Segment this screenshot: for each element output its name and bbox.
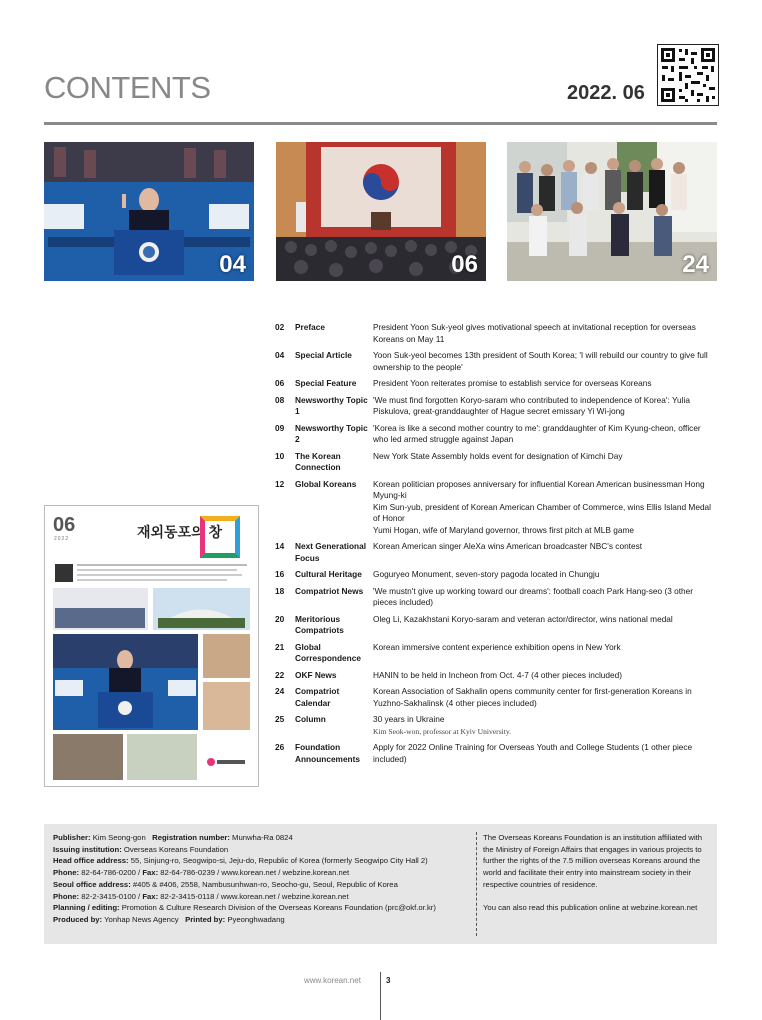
credit-line: Head office address: 55, Sinjung-ro, Seogwipo-si, Jeju-do, Republic of Korea (formerly Seogwipo City Hall 2) <box>53 856 428 866</box>
photo-page-number: 06 <box>451 251 478 278</box>
toc-section: Special Feature <box>295 378 357 388</box>
toc-page-number: 12 <box>275 478 285 489</box>
credit-line: Phone: 82-2-3415-0100 / Fax: 82-2-3415-0118 / www.korean.net / webzine.korean.net <box>53 891 349 901</box>
toc-description <box>373 479 715 537</box>
photo-page-06[interactable] <box>276 142 486 281</box>
cover-text-line <box>77 564 247 566</box>
toc-description-line: Kim Sun-yub, president of Korean American Chamber of Commerce, wins Ellis Island Medal of Honor <box>373 501 712 523</box>
cover-issue-year: 2022 <box>54 536 70 542</box>
cover-text-line <box>77 579 227 581</box>
footer-url[interactable]: www.korean.net <box>304 976 361 985</box>
toc-section: Meritorious Compatriots <box>295 613 344 635</box>
toc-page-number: 14 <box>275 541 285 551</box>
toc-entry[interactable] <box>275 642 715 665</box>
toc-page-number: 10 <box>275 450 285 461</box>
toc-entry[interactable] <box>275 686 715 709</box>
toc-description: 'We mustn't give up working toward our dreams': football coach Park Hang-seo (3 other pieces included) <box>373 585 694 607</box>
photo-page-04[interactable] <box>44 142 254 281</box>
toc-author-line: Kim Seok-won, professor at Kyiv University. <box>373 726 512 736</box>
toc-page-number: 21 <box>275 641 285 652</box>
toc-description: 'Korea is like a second mother country to me': granddaughter of Kim Kyung-cheon, officer who led armed struggle against Japan <box>373 422 701 444</box>
toc-section: Global Koreans <box>295 478 357 489</box>
toc-description: Korean immersive content experience exhibition opens in New York <box>373 641 621 652</box>
toc-description-line: Korean politician proposes anniversary for influential Korean American businessman Hong Myung-ki <box>373 478 705 500</box>
toc-page-number: 22 <box>275 669 285 680</box>
cover-magazine-title: 재외동포의 창 <box>137 524 223 540</box>
toc-entry[interactable] <box>275 742 715 765</box>
toc-entry[interactable] <box>275 451 715 474</box>
credit-line: Planning / editing: Promotion & Culture Research Division of the Overseas Koreans Foundation (prc@okf.or.kr) <box>53 903 436 913</box>
cover-logo-frame <box>200 516 240 558</box>
toc-section: Column <box>295 714 326 724</box>
toc-entry[interactable] <box>275 322 715 345</box>
credit-line: Phone: 82-64-786-0200 / Fax: 82-64-786-0239 / www.korean.net / webzine.korean.net <box>53 868 350 878</box>
toc-entry[interactable] <box>275 714 715 737</box>
credit-line: Produced by: Yonhap News Agency Printed by: Pyeonghwadang <box>53 914 285 924</box>
toc-section: Preface <box>295 322 325 332</box>
toc-section: Compatriot Calendar <box>295 686 340 708</box>
toc-entry[interactable] <box>275 541 715 564</box>
toc-entry[interactable] <box>275 479 715 537</box>
qr-code-icon[interactable] <box>657 44 719 106</box>
photo-page-number: 04 <box>219 251 246 278</box>
toc-description: President Yoon reiterates promise to establish service for overseas Koreans <box>373 378 652 388</box>
toc-section: Cultural Heritage <box>295 569 362 579</box>
toc-page-number: 02 <box>275 322 285 332</box>
toc-page-number: 06 <box>275 378 285 388</box>
toc-entry[interactable] <box>275 614 715 637</box>
toc-section: Newsworthy Topic 1 <box>295 394 368 416</box>
toc-entry[interactable] <box>275 350 715 373</box>
toc-entry[interactable] <box>275 378 715 390</box>
toc-page-number: 20 <box>275 613 285 624</box>
publication-info-box <box>44 824 717 944</box>
toc-description: President Yoon Suk-yeol gives motivational speech at invitational reception for overseas Koreans on May 11 <box>373 322 696 344</box>
issue-date: 2022. 06 <box>567 82 645 104</box>
toc-description <box>373 714 715 737</box>
toc-page-number: 16 <box>275 569 285 579</box>
toc-description-line: 30 years in Ukraine <box>373 714 445 724</box>
info-divider <box>476 832 477 936</box>
table-of-contents <box>275 322 715 770</box>
toc-description: Yoon Suk-yeol becomes 13th president of South Korea; 'I will rebuild our country to give full ownership to the people' <box>373 350 708 372</box>
online-text: You can also read this publication online at webzine.korean.net <box>483 902 698 912</box>
toc-entry[interactable] <box>275 423 715 446</box>
toc-page-number: 18 <box>275 585 285 596</box>
toc-description: Oleg Li, Kazakhstani Koryo-saram and veteran actor/director, wins national medal <box>373 613 673 624</box>
toc-section: Foundation Announcements <box>295 742 360 764</box>
toc-page-number: 04 <box>275 350 285 360</box>
footer-page-number: 3 <box>386 976 391 985</box>
toc-page-number: 26 <box>275 742 285 752</box>
toc-description: Korean Association of Sakhalin opens community center for first-generation Koreans in Yuzhno-Sakhalinsk (4 other pieces included) <box>373 686 692 708</box>
toc-description: Goguryeo Monument, seven-story pagoda located in Chungju <box>373 569 600 579</box>
toc-entry[interactable] <box>275 395 715 418</box>
foundation-about <box>483 832 711 913</box>
toc-section: Compatriot News <box>295 585 364 596</box>
toc-section: OKF News <box>295 669 337 680</box>
toc-entry[interactable] <box>275 670 715 682</box>
toc-page-number: 09 <box>275 422 285 433</box>
toc-page-number: 25 <box>275 714 285 724</box>
toc-description: HANIN to be held in Incheon from Oct. 4-7 (4 other pieces included) <box>373 669 623 680</box>
credit-line: Publisher: Kim Seong-gon Registration number: Munwha-Ra 0824 <box>53 833 293 842</box>
cover-text-line <box>77 574 242 576</box>
toc-description: 'We must find forgotten Koryo-saram who contributed to independence of Korea': Yulia Piskulova, great-granddaughter of Hague secret emissary Yi Wi-jong <box>373 394 690 416</box>
toc-description: Korean American singer AleXa wins American broadcaster NBC's contest <box>373 541 643 551</box>
photo-page-number: 24 <box>682 251 709 278</box>
toc-page-number: 24 <box>275 686 285 696</box>
toc-page-number: 08 <box>275 394 285 405</box>
toc-entry[interactable] <box>275 569 715 581</box>
footer-divider <box>380 972 381 1020</box>
about-text: The Overseas Koreans Foundation is an institution affiliated with the Ministry of Foreign Affairs that engages in various projects to further the rights of the 7.5 million overseas Koreans around the world and facilitate their entry into mainstream society in their respective countries of residence. <box>483 833 703 889</box>
cover-text-line <box>77 569 237 571</box>
magazine-cover[interactable] <box>44 505 259 787</box>
toc-description-line: Yumi Hogan, wife of Maryland governor, throws first pitch at MLB game <box>373 524 635 535</box>
toc-section: Next Generational Focus <box>295 541 367 563</box>
credit-line: Issuing institution: Overseas Koreans Foundation <box>53 844 229 854</box>
credit-line: Seoul office address: #405 & #406, 2558, Nambusunhwan-ro, Seocho-gu, Seoul, Republic of Korea <box>53 879 398 889</box>
toc-section: Newsworthy Topic 2 <box>295 422 368 444</box>
toc-section: Special Article <box>295 350 352 360</box>
cover-photo-collage-icon <box>53 588 250 780</box>
toc-description: New York State Assembly holds event for designation of Kimchi Day <box>373 450 623 461</box>
page-title: CONTENTS <box>44 70 211 105</box>
publication-credits <box>53 832 473 926</box>
cover-qr-icon <box>55 564 73 582</box>
header-rule <box>44 122 717 125</box>
toc-section: The Korean Connection <box>295 450 341 472</box>
toc-section: Global Correspondence <box>295 641 361 663</box>
toc-entry[interactable] <box>275 586 715 609</box>
cover-issue-number: 06 <box>53 514 76 536</box>
photo-page-24[interactable] <box>507 142 717 281</box>
toc-description: Apply for 2022 Online Training for Overseas Youth and College Students (1 other piece included) <box>373 742 693 764</box>
